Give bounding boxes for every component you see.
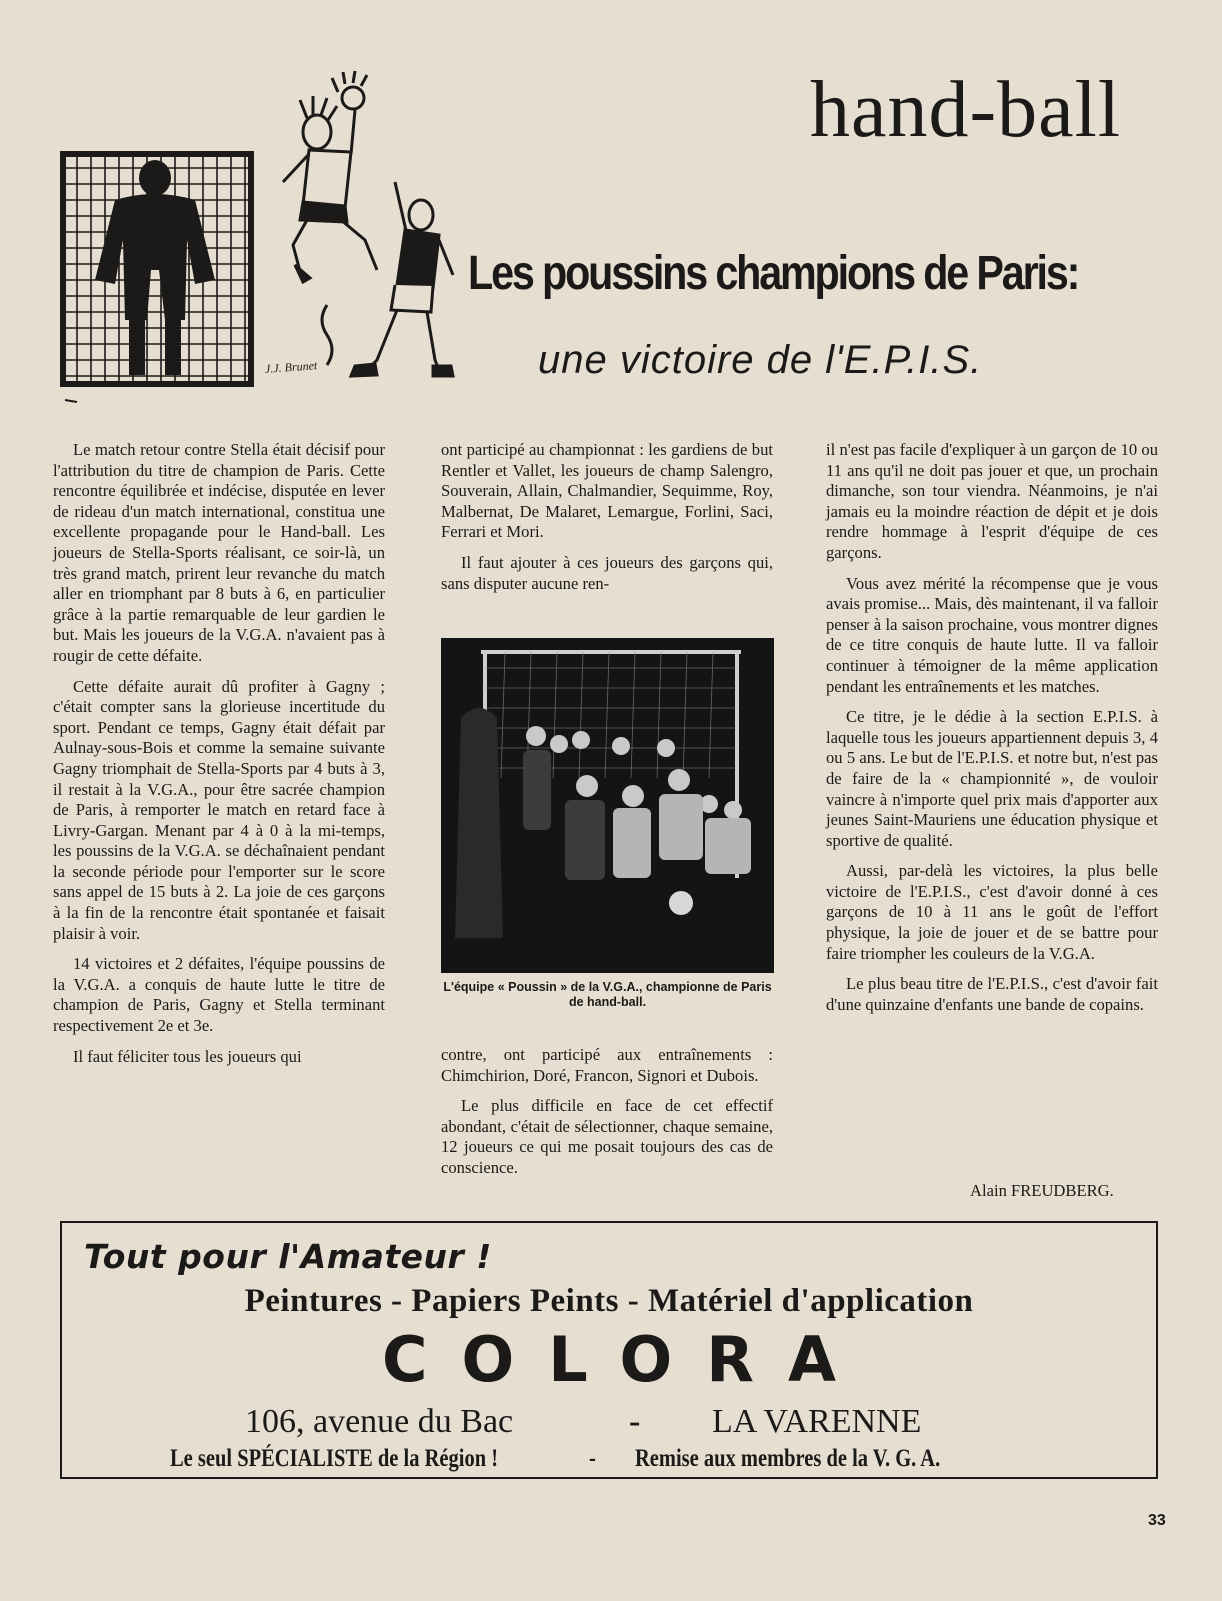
ad-separator: - <box>629 1403 641 1440</box>
article-column-3 <box>826 440 1158 1025</box>
article-paragraph: Il faut ajouter à ces joueurs des garçons qui, sans disputer aucune ren- <box>441 552 773 593</box>
page-number: 33 <box>1148 1512 1166 1529</box>
team-photo <box>441 638 774 973</box>
article-paragraph: Il faut féliciter tous les joueurs qui <box>73 1046 302 1066</box>
article-paragraph: Vous avez mérité la récompense que je vous avais promise... Mais, dès maintenant, il va falloir penser à la saison prochaine, vous montrer dignes de ce titre conquis de haute lutte. Il va falloir continuer à témoigner de la même application pendant les entraînements et les matches. <box>826 573 1158 696</box>
article-column-2-bottom <box>441 1045 773 1189</box>
ad-products: Peintures - Papiers Peints - Matériel d'application <box>244 1283 974 1319</box>
handball-cartoon-illustration <box>55 70 455 415</box>
handball <box>669 891 693 915</box>
ad-tagline: Tout pour l'Amateur ! <box>84 1237 492 1276</box>
article-paragraph: Cette défaite aurait dû profiter à Gagny ; c'était compter sans la glorieuse incertitude du sport. Pendant ce temps, Gagny était défait par Aulnay-sous-Bois et comme la semaine suivante Gagny triomphait de Stella-Sports par 4 buts à 3, il restait à la V.G.A., pour être sacrée champion de Paris, à remporter le match en retard face à Livry-Gargan. Menant par 4 à 0 à la mi-temps, les poussins de la V.G.A. se déchaînaient pendant la seconde période pour l'emporter sur le score sans appel de 15 buts à 2. La joie de ces garçons à la fin de la rencontre était spontanée et faisait plaisir à voir. <box>53 676 385 943</box>
article-paragraph: il n'est pas facile d'expliquer à un garçon de 10 ou 11 ans qu'il ne doit pas jouer et que, un prochain dimanche, son tour viendra. Néanmoins, je n'ai jamais eu la moindre réaction de dépit et je dois rendre hommage à l'esprit d'équipe de ces garçons. <box>826 440 1158 562</box>
article-paragraph: Le plus beau titre de l'E.P.I.S., c'est d'avoir fait d'une quinzaine d'enfants une bande de copains. <box>826 974 1158 1014</box>
article-column-2-top <box>441 440 773 604</box>
illustrator-signature: J.J. Brunet <box>264 358 318 376</box>
article-paragraph: ont participé au championnat : les gardiens de but Rentler et Vallet, les joueurs de champ Salengro, Souverain, Allain, Chalmandier, Sequimme, Roy, Malbernat, De Malaret, Lemargue, Forlini, Saci, Ferrari et Mori. <box>441 440 773 542</box>
article-paragraph: Le match retour contre Stella était décisif pour l'attribution du titre de champion de Paris. Cette rencontre équilibrée et indécise, disputée en lever de rideau d'un match international, constitua une excellente propagande pour le Hand-ball. Les joueurs de Stella-Sports réalisant, ce soir-là, un très grand match, prirent leur revanche du match aller en triomphant par 8 buts à 6, en particulier grâce à la partie remarquable de leur gardien le but. Mais les joueurs de la V.G.A. n'avaient pas à rougir de cette défaite. <box>53 440 385 665</box>
ad-city: LA VARENNE <box>712 1403 922 1440</box>
article-paragraph: Ce titre, je le dédie à la section E.P.I.S. à laquelle tous les joueurs appartiennent depuis 3, 4 ou 5 ans. Le but de l'E.P.I.S. et notre but, n'est pas de faire de la « championnité », de vouloir vaincre à n'importe quel prix mais d'apporter aux jeunes Saint-Mauriens une éducation physique et sportive de qualité. <box>826 707 1158 850</box>
article-paragraph: 14 victoires et 2 défaites, l'équipe poussins de la V.G.A. a conquis de haute lutte le titre de champion de Paris, Gagny et Stella terminant respectivement 2e et 3e. <box>53 954 385 1036</box>
ad-slogan: Le seul SPÉCIALISTE de la Région ! <box>170 1445 499 1472</box>
photo-caption: L'équipe « Poussin » de la V.G.A., championne de Paris de hand-ball. <box>443 980 772 1009</box>
colora-advertisement <box>60 1221 1158 1479</box>
article-paragraph: contre, ont participé aux entraînements : Chimchirion, Doré, Francon, Signori et Dubois. <box>441 1045 773 1085</box>
ad-member-offer: Remise aux membres de la V. G. A. <box>635 1445 941 1472</box>
section-title: hand-ball <box>810 66 1122 154</box>
article-column-1 <box>53 440 385 1077</box>
author-byline: Alain FREUDBERG. <box>970 1181 1114 1200</box>
subheadline: une victoire de l'E.P.I.S. <box>538 338 983 382</box>
article-paragraph: Aussi, par-delà les victoires, la plus belle victoire de l'E.P.I.S., c'est d'avoir donné à ces garçons de 10 à 11 ans le goût de l'effort physique, la joie de jouer et de se battre pour faire triompher les couleurs de la V.G.A. <box>826 861 1158 963</box>
article-paragraph: Le plus difficile en face de cet effectif abondant, c'était de sélectionner, chaque semaine, 12 joueurs ce qui me posait toujours des cas de conscience. <box>441 1096 773 1177</box>
ad-address: 106, avenue du Bac <box>245 1403 514 1440</box>
ad-separator: - <box>589 1445 596 1472</box>
jumping-player-figure <box>283 71 377 282</box>
ad-brand-name: COLORA <box>382 1323 870 1396</box>
headline: Les poussins champions de Paris: <box>468 247 1079 300</box>
